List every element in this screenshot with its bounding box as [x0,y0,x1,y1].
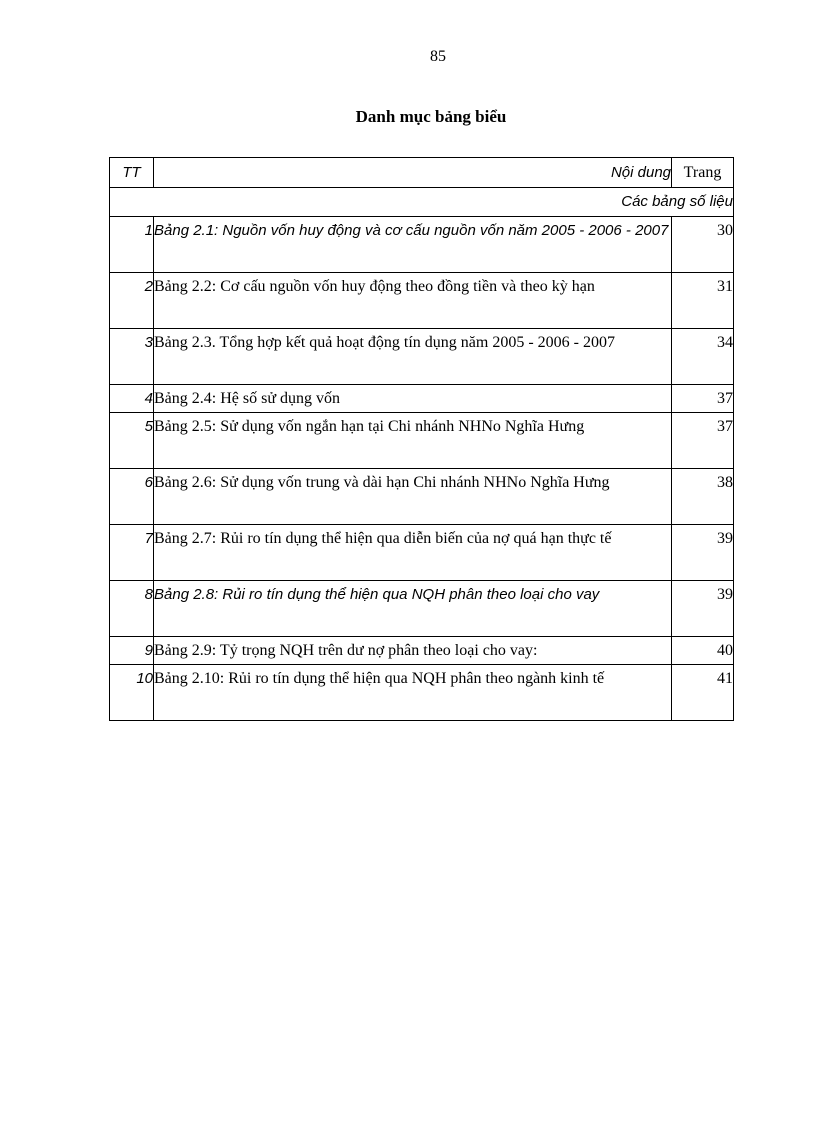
row-title: Bảng 2.4: Hệ số sử dụng vốn [154,385,672,413]
row-number: 4 [110,385,154,413]
page-number: 85 [430,48,446,65]
page-title: Danh mục bảng biểu [355,107,507,126]
column-header-content: Nội dung [154,158,672,188]
row-page: 34 [672,329,734,385]
table-row [110,637,734,665]
row-title: Bảng 2.6: Sử dụng vốn trung và dài hạn Chi nhánh NHNo Nghĩa Hưng [154,469,672,525]
row-number: 10 [110,665,154,721]
row-number: 6 [110,469,154,525]
table-row [110,525,734,581]
row-title: Bảng 2.5: Sử dụng vốn ngắn hạn tại Chi nhánh NHNo Nghĩa Hưng [154,413,672,469]
row-title: Bảng 2.2: Cơ cấu nguồn vốn huy động theo đồng tiền và theo kỳ hạn [154,273,672,329]
table-row [110,329,734,385]
row-number: 7 [110,525,154,581]
row-number: 8 [110,581,154,637]
row-page: 37 [672,385,734,413]
row-number: 9 [110,637,154,665]
row-number: 3 [110,329,154,385]
row-page: 39 [672,525,734,581]
row-page: 31 [672,273,734,329]
row-page: 41 [672,665,734,721]
row-number: 2 [110,273,154,329]
row-title: Bảng 2.10: Rủi ro tín dụng thể hiện qua NQH phân theo ngành kinh tế [154,665,672,721]
section-label: Các bảng số liệu [110,188,734,217]
row-page: 38 [672,469,734,525]
row-page: 39 [672,581,734,637]
table-row [110,413,734,469]
table-row [110,665,734,721]
row-number: 1 [110,217,154,273]
row-title: Bảng 2.8: Rủi ro tín dụng thể hiện qua NQH phân theo loại cho vay [154,581,672,637]
row-title: Bảng 2.9: Tỷ trọng NQH trên dư nợ phân theo loại cho vay: [154,637,672,665]
section-row [110,188,734,217]
table-row [110,273,734,329]
table-row [110,581,734,637]
row-number: 5 [110,413,154,469]
row-page: 37 [672,413,734,469]
row-title: Bảng 2.7: Rủi ro tín dụng thể hiện qua diễn biến của nợ quá hạn thực tế [154,525,672,581]
row-page: 30 [672,217,734,273]
row-title: Bảng 2.3. Tổng hợp kết quả hoạt động tín dụng năm 2005 - 2006 - 2007 [154,329,672,385]
row-page: 40 [672,637,734,665]
row-title: Bảng 2.1: Nguồn vốn huy động và cơ cấu nguồn vốn năm 2005 - 2006 - 2007 [154,217,672,273]
table-row [110,385,734,413]
table-row [110,469,734,525]
table-row [110,217,734,273]
table-of-tables [109,157,734,721]
column-header-page: Trang [672,158,734,188]
column-header-tt: TT [110,158,154,188]
table-header-row [110,158,734,188]
